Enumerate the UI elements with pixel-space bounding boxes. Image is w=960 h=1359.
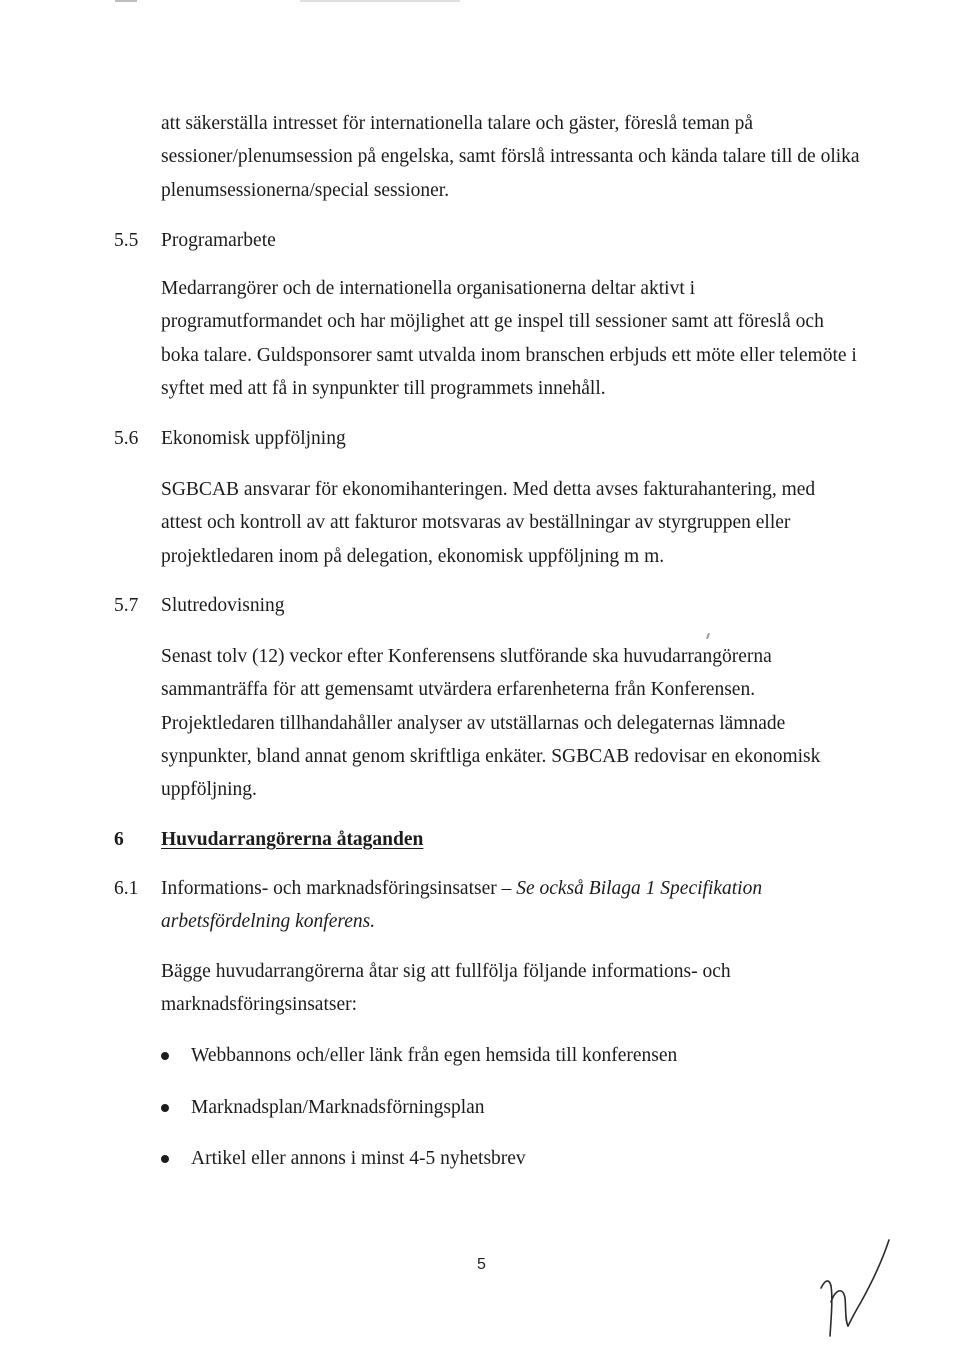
section-body-programarbete: Medarrangörer och de internationella organisationerna deltar aktivt i programutformandet och har möjlighet att ge inspel till sessioner samt att föreslå och boka talare. Guldsponsorer samt utvalda inom branschen erbjuds ett möte eller telemöte i syftet med att få in synpunkter till programmets innehåll. (161, 278, 857, 399)
marketing-bullet-list (161, 1040, 677, 1195)
section-heading-huvudarrangorerna: Huvudarrangörerna åtaganden (161, 829, 424, 850)
section-heading-slutredovisning: Slutredovisning (161, 595, 285, 616)
section-heading-programarbete: Programarbete (161, 230, 276, 251)
heading-plain-text: Informations- och marknadsföringsinsatser – (161, 878, 517, 899)
section-number-5-7: 5.7 (114, 595, 139, 616)
section-heading-ekonomisk-uppfoljning: Ekonomisk uppföljning (161, 428, 346, 449)
intro-paragraph: att säkerställa intresset för internationella talare och gäster, föreslå teman på sessioner/plenumsession på engelska, samt förslå intressanta och kända talare till de olika plenumsessionerna/special sessioner. (161, 113, 860, 201)
bullet-icon (161, 1052, 169, 1060)
bilaga-reference: Se också Bilaga 1 Specifikation arbetsfördelning konferens. (161, 878, 763, 933)
scan-artifact-line (300, 0, 460, 2)
bullet-icon (161, 1155, 169, 1163)
scan-artifact-line (115, 0, 137, 2)
list-item: Artikel eller annons i minst 4-5 nyhetsbrev (161, 1143, 677, 1195)
section-number-6-1: 6.1 (114, 878, 139, 899)
section-body-marknadsforingsinsatser: Bägge huvudarrangörerna åtar sig att fullfölja följande informations- och marknadsföringsinsatser: (161, 961, 731, 1016)
section-heading-informations-och-marknadsforing (161, 872, 861, 939)
handwritten-initials-signature (815, 1236, 915, 1346)
scan-speck (706, 633, 710, 639)
section-body-slutredovisning: Senast tolv (12) veckor efter Konferensens slutförande ska huvudarrangörerna sammanträffa för att gemensamt utvärdera erfarenheterna från Konferensen. Projektledaren tillhandahåller analyser av utställarnas och delegaternas lämnade synpunkter, bland annat genom skriftliga enkäter. SGBCAB redovisar en ekonomisk uppföljning. (161, 646, 821, 801)
bullet-icon (161, 1104, 169, 1112)
page-number: 5 (477, 1256, 486, 1273)
list-item: Webbannons och/eller länk från egen hemsida till konferensen (161, 1040, 677, 1092)
section-number-5-6: 5.6 (114, 428, 139, 449)
section-number-5-5: 5.5 (114, 230, 139, 251)
section-body-ekonomisk-uppfoljning: SGBCAB ansvarar för ekonomihanteringen. Med detta avses fakturahantering, med attest och kontroll av att fakturor motsvaras av beställningar av styrgruppen eller projektledaren inom på delegation, ekonomisk uppföljning m m. (161, 479, 816, 567)
list-item: Marknadsplan/Marknadsförningsplan (161, 1092, 677, 1144)
section-number-6: 6 (114, 829, 124, 850)
